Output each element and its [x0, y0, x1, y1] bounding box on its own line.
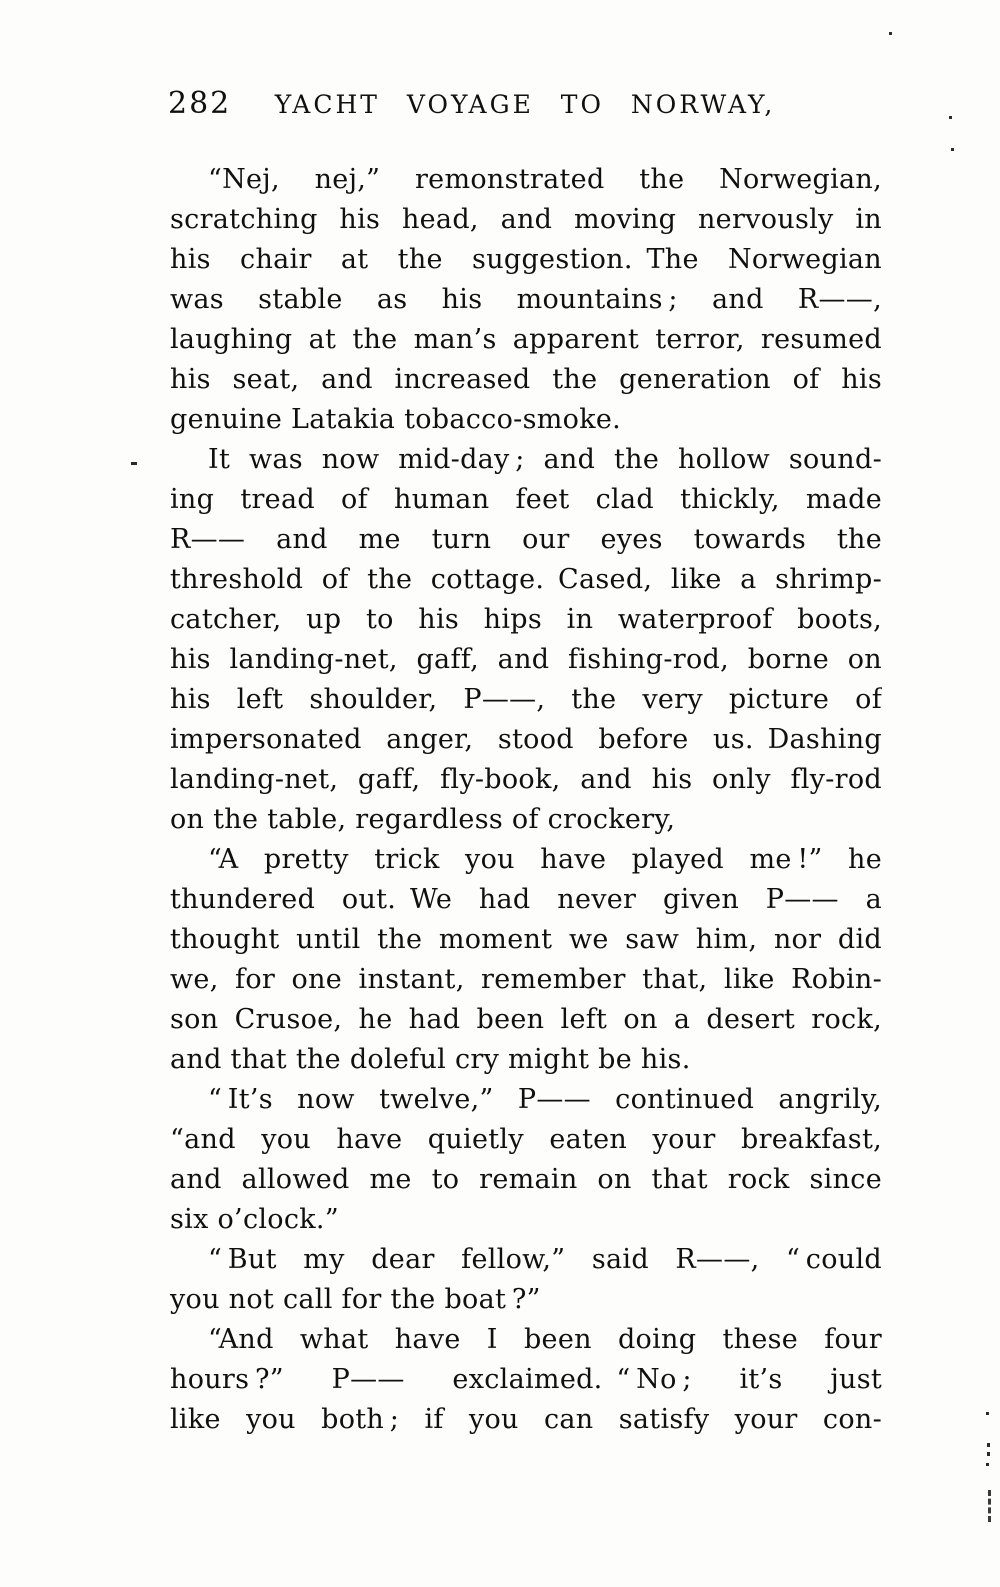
text-line: threshold of the cottage. Cased, like a shrimp- [170, 564, 882, 595]
text-line: six o’clock.” [170, 1204, 339, 1235]
scan-artifact [889, 32, 892, 35]
text-line: “ But my dear fellow,” said R——, “ could [208, 1244, 882, 1275]
text-line: son Crusoe, he had been left on a desert rock, [170, 1004, 882, 1035]
text-line: landing-net, gaff, fly-book, and his only fly-rod [170, 764, 882, 795]
text-line: his seat, and increased the generation of his [170, 364, 882, 395]
text-line: and that the doleful cry might be his. [170, 1044, 691, 1075]
paragraph [170, 1320, 882, 1440]
text-line: “A pretty trick you have played me !” he [208, 844, 882, 875]
scan-artifact [988, 1490, 991, 1522]
text-line: his landing-net, gaff, and fishing-rod, borne on [170, 644, 882, 675]
scan-artifact [131, 462, 137, 465]
text-line: thought until the moment we saw him, nor did [170, 924, 882, 955]
text-line: laughing at the man’s apparent terror, resumed [170, 324, 882, 355]
text-line: his left shoulder, P——, the very picture of [170, 684, 882, 715]
scan-artifact [987, 1443, 990, 1447]
text-line: was stable as his mountains ; and R——, [170, 284, 882, 315]
text-line: hours ?” P—— exclaimed. “ No ; it’s just [170, 1364, 882, 1395]
scan-artifact [987, 1452, 990, 1456]
text-line: you not call for the boat ?” [170, 1284, 541, 1315]
scan-artifact [949, 116, 952, 119]
page-body [170, 160, 882, 1440]
text-line: “Nej, nej,” remonstrated the Norwegian, [208, 164, 882, 195]
running-title: YACHT VOYAGE TO NORWAY, [274, 90, 776, 119]
text-line: his chair at the suggestion. The Norwegian [170, 244, 882, 275]
text-line: like you both ; if you can satisfy your con- [170, 1404, 882, 1435]
text-line: on the table, regardless of crockery, [170, 804, 676, 835]
text-line: thundered out. We had never given P—— a [170, 884, 882, 915]
paragraph [170, 160, 882, 440]
scan-artifact [986, 1463, 989, 1466]
text-line: scratching his head, and moving nervously in [170, 204, 882, 235]
text-line: “And what have I been doing these four [208, 1324, 882, 1355]
text-line: we, for one instant, remember that, like Robin- [170, 964, 882, 995]
text-line: catcher, up to his hips in waterproof boots, [170, 604, 882, 635]
text-line: It was now mid-day ; and the hollow sound- [208, 444, 882, 475]
text-line: genuine Latakia tobacco-smoke. [170, 404, 622, 435]
text-line: “and you have quietly eaten your breakfast, [170, 1124, 882, 1155]
paragraph [170, 840, 882, 1080]
scan-artifact [986, 1412, 989, 1415]
text-line: “ It’s now twelve,” P—— continued angrily, [208, 1084, 882, 1115]
paragraph [170, 440, 882, 840]
page-number: 282 [168, 86, 232, 121]
text-line: and allowed me to remain on that rock since [170, 1164, 882, 1195]
page-header [168, 86, 882, 120]
text-line: R—— and me turn our eyes towards the [170, 524, 882, 555]
paragraph [170, 1240, 882, 1320]
scan-artifact [951, 148, 954, 151]
paragraph [170, 1080, 882, 1240]
text-line: impersonated anger, stood before us. Dashing [170, 724, 882, 755]
text-line: ing tread of human feet clad thickly, made [170, 484, 882, 515]
